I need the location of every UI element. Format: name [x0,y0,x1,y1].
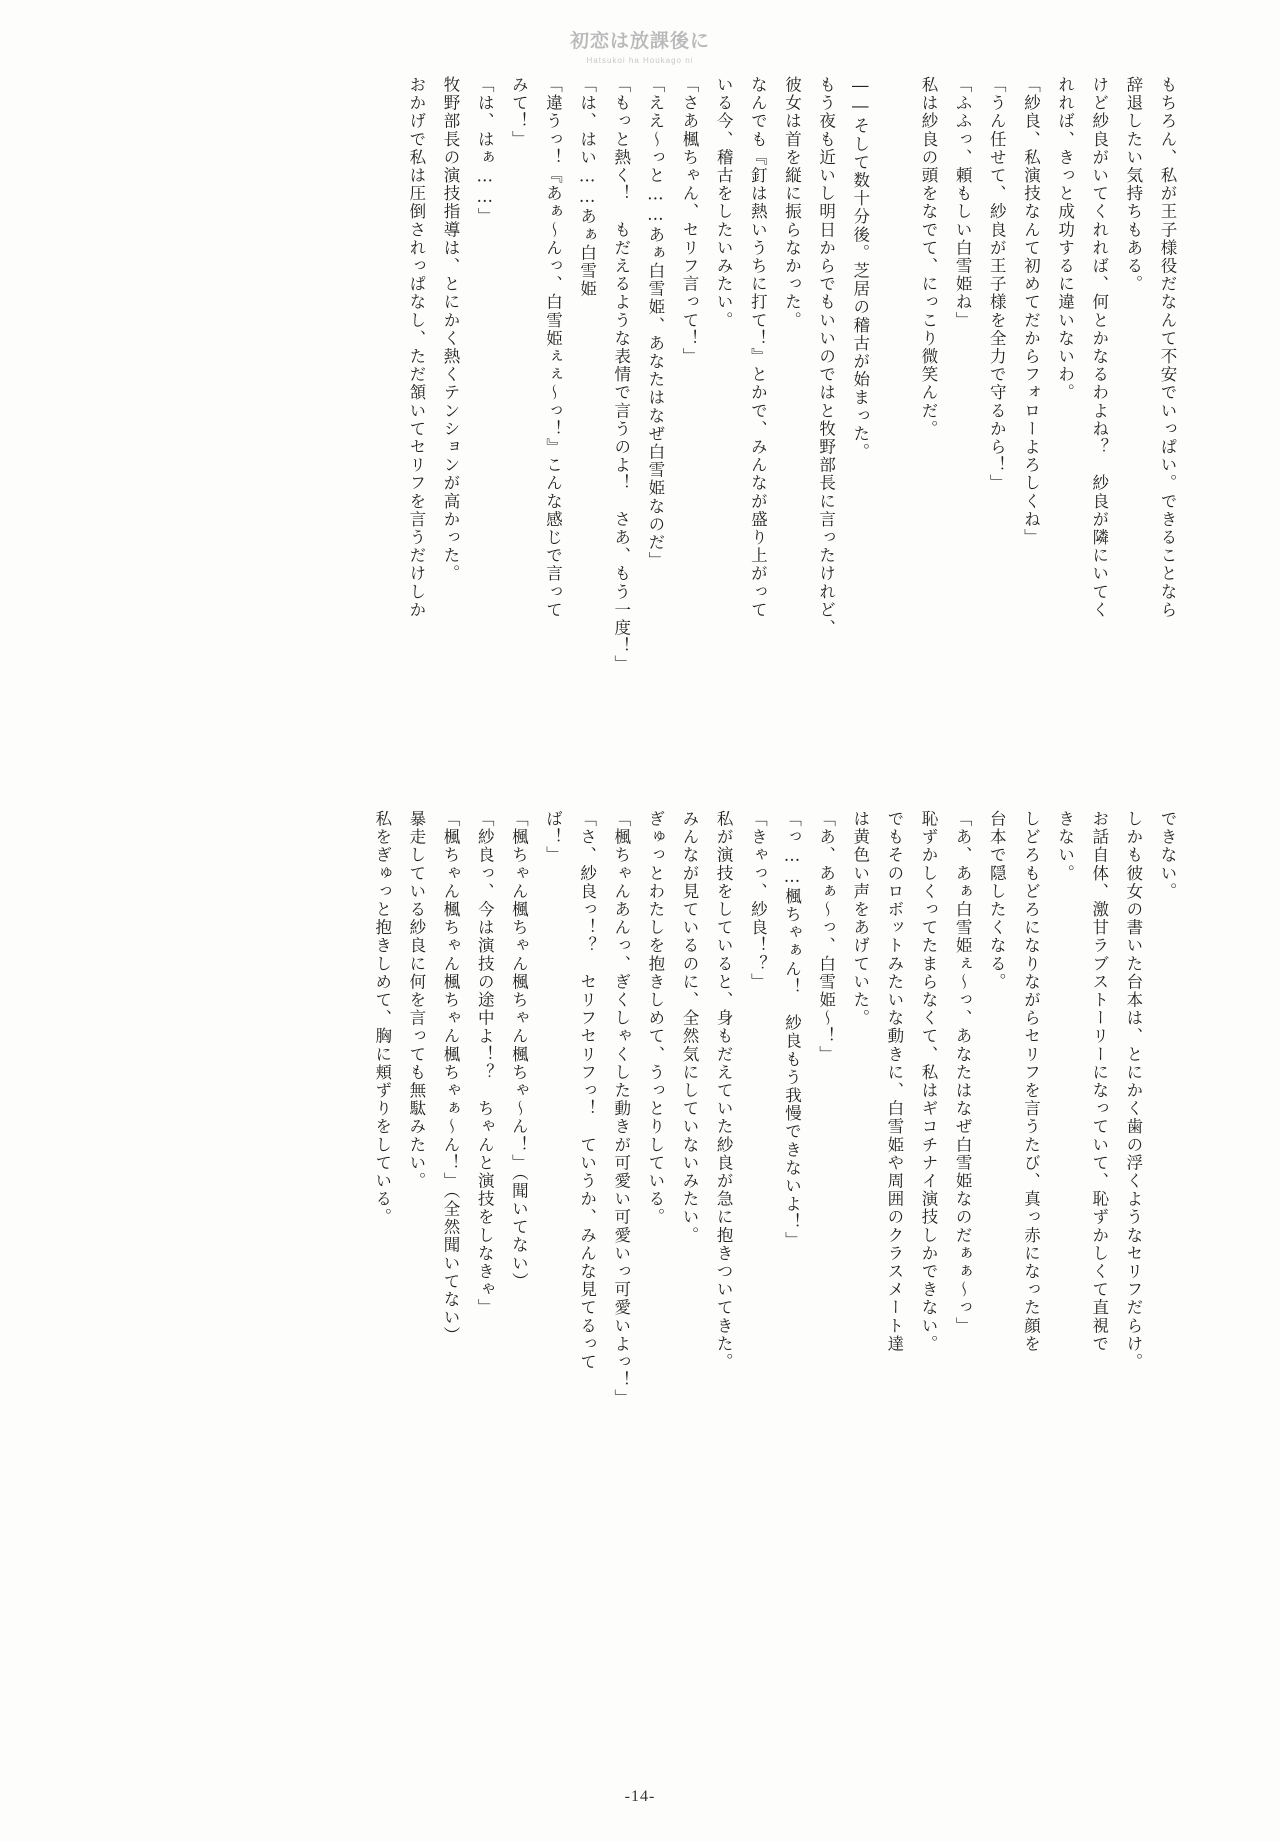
text-line: 「あ、あぁ白雪姫ぇ〜っ、あなたはなぜ白雪姫なのだぁぁ〜っ」 [953,810,973,1335]
text-line: できない。 [1158,810,1177,901]
text-line: 辞退したい気持ちもある。 [1123,76,1143,294]
text-line: は黄色い声をあげていた。 [850,810,870,1028]
text-line: ぎゅっとわたしを抱きしめて、うっとりしている。 [645,810,665,1227]
text-line: ――そして数十分後。芝居の稽古が始まった。 [850,76,870,462]
text-line: みて！」 [509,76,529,149]
text-line: けど紗良がいてくれれば、何とかなるわよね？ 紗良が隣にいてく [1089,76,1109,619]
body-text-top-column [94,76,1184,766]
text-line: もう夜も近いし明日からでもいいのではと牧野部長に言ったけれど、 [816,76,836,638]
text-line: 台本で隠したくなる。 [987,810,1007,991]
text-line: お話自体、激甘ラブストーリーになっていて、恥ずかしくて直視で [1089,810,1109,1353]
text-line: 「楓ちゃん楓ちゃん楓ちゃん楓ちゃ〜ん！」（聞いてない） [509,810,529,1291]
text-line: ば！」 [543,810,563,865]
text-line: 「楓ちゃん楓ちゃん楓ちゃん楓ちゃぁ〜ん！」（全然聞いてない） [441,810,461,1345]
text-line: 「ええ〜っと……あぁ白雪姫、あなたはなぜ白雪姫なのだ」 [645,76,665,570]
body-text-bottom-column [94,810,1184,1500]
text-line [877,76,911,766]
text-line: しどろもどろになりながらセリフを言うたび、真っ赤になった顔を [1021,810,1041,1353]
text-line: 「さ、紗良っ！？ セリフセリフっ！ ていうか、みんな見てるって [577,810,597,1372]
text-line: しかも彼女の書いた台本は、とにかく歯の浮くようなセリフだらけ。 [1123,810,1143,1372]
text-line: 「あ、あぁ〜っ、白雪姫〜！」 [816,810,836,1064]
text-line: 「紗良、私演技なんて初めてだからフォローよろしくね」 [1021,76,1041,547]
text-line: 私をぎゅっと抱きしめて、胸に頬ずりをしている。 [372,810,392,1227]
text-line: おかげで私は圧倒されっぱなし、ただ頷いてセリフを言うだけしか [406,76,426,619]
text-line: なんでも『釘は熱いうちに打て！』とかで、みんなが盛り上がって [748,76,768,619]
text-line: 「は、はぁ……」 [475,76,495,226]
logo-subtitle: Hatsukoi ha Houkago ni [586,56,694,65]
text-line: 「紗良っ、今は演技の途中よ！？ ちゃんと演技をしなきゃ」 [475,810,495,1317]
text-line: 「ふふっ、頼もしい白雪姫ね」 [953,76,973,330]
text-line: 「は、はい……あぁ白雪姫 [577,76,597,299]
text-line: 暴走している紗良に何を言っても無駄みたい。 [406,810,426,1191]
text-line: きない。 [1055,810,1075,883]
text-line: いる今、稽古をしたいみたい。 [714,76,734,330]
text-line: 私が演技をしていると、身もだえていた紗良が急に抱きついてきた。 [714,810,734,1372]
page-number: -14- [624,1788,656,1805]
text-line: でもそのロボットみたいな動きに、白雪姫や周囲のクラスメート達 [884,810,904,1353]
text-line: 牧野部長の演技指導は、とにかく熱くテンションが高かった。 [441,76,461,583]
text-line: 恥ずかしくってたまらなくて、私はギコチナイ演技しかできない。 [919,810,939,1353]
text-line: 「違うっ！『あぁ〜んっ、白雪姫ぇぇ〜っ！』こんな感じで言って [543,76,563,619]
text-line: 「うん任せて、紗良が王子様を全力で守るから！」 [987,76,1007,493]
text-line: 「もっと熱く！ もだえるような表情で言うのよ！ さあ、もう一度！」 [611,76,631,674]
text-line: 「さあ楓ちゃん、セリフ言って！」 [680,76,700,366]
text-line: もちろん、私が王子様役だなんて不安でいっぱい。できることなら [1158,76,1177,619]
text-line: みんなが見ているのに、全然気にしていないみたい。 [680,810,700,1245]
text-line: 「っ……楓ちゃぁん！ 紗良もう我慢できないよ！」 [782,810,802,1250]
logo-title: 初恋は放課後に [569,30,710,52]
text-line: 「楓ちゃんあんっ、ぎくしゃくした動きが可愛い可愛いっ可愛いよっ！」 [611,810,631,1408]
text-line: 彼女は首を縦に振らなかった。 [782,76,802,330]
text-line: 私は紗良の頭をなでて、にっこり微笑んだ。 [919,76,939,438]
book-logo [0,26,1280,65]
text-line: 「きゃっ、紗良！？」 [748,810,768,991]
text-line: れれば、きっと成功するに違いないわ。 [1055,76,1075,402]
